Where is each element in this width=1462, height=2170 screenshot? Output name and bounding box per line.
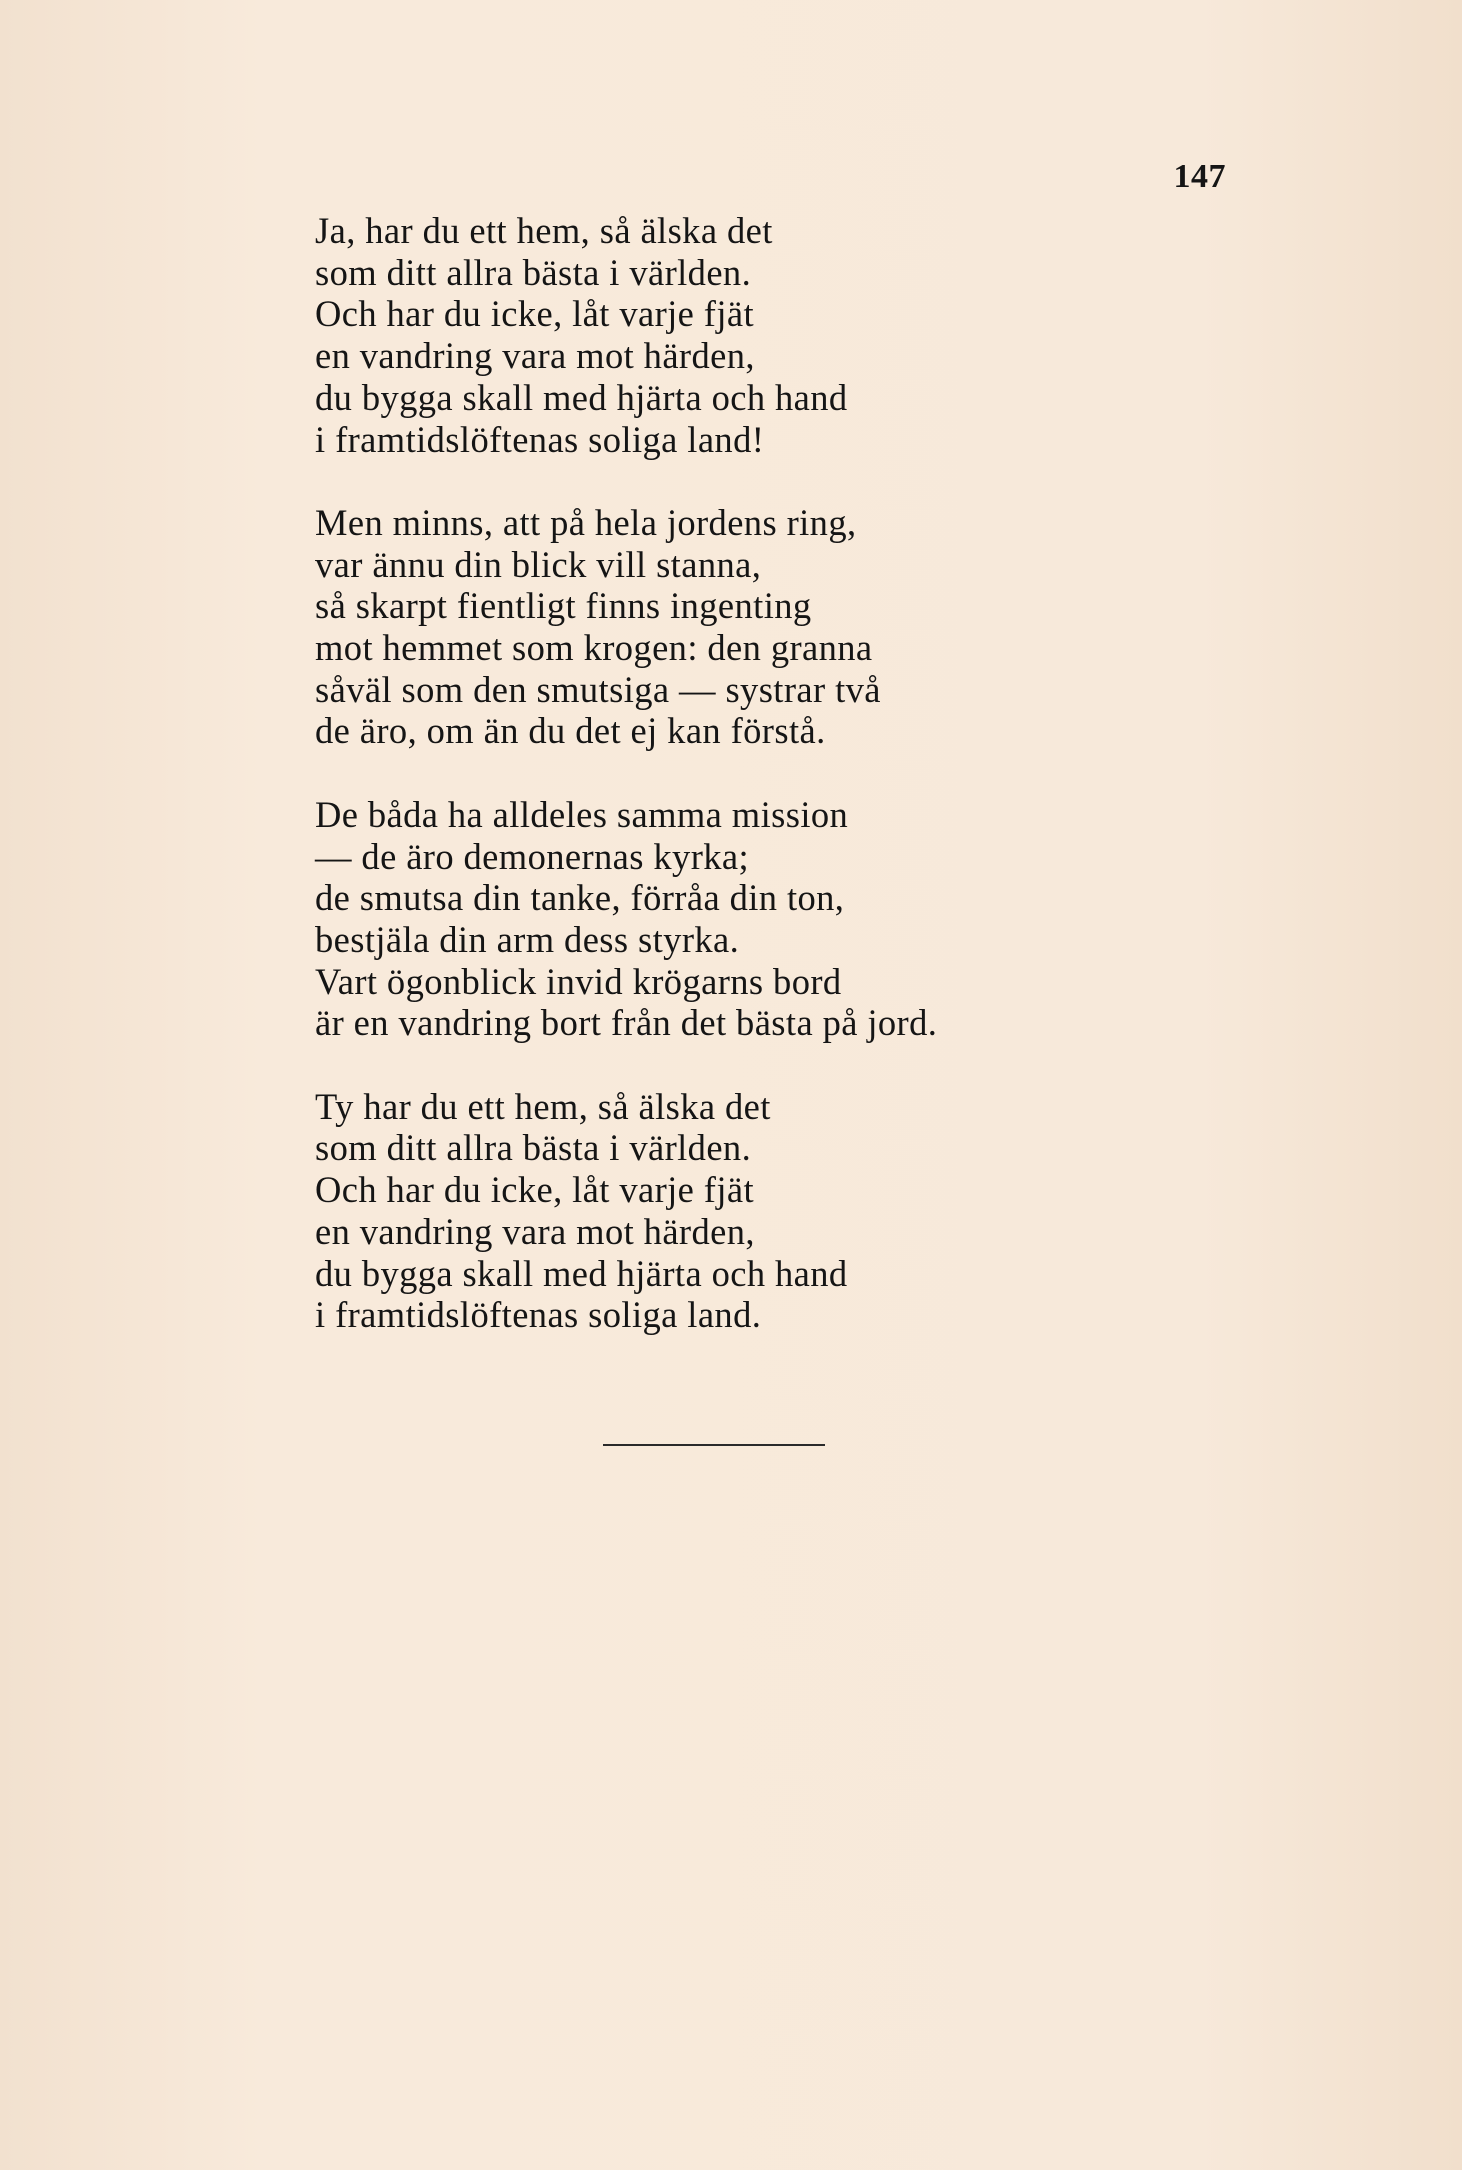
poem-line: bestjäla din arm dess styrka.: [315, 918, 740, 960]
poem-text: [315, 210, 1235, 1336]
poem-line: de smutsa din tanke, förråa din ton,: [315, 877, 845, 919]
stanza-4: [315, 1086, 1235, 1336]
poem-line: en vandring vara mot härden,: [315, 1210, 755, 1252]
poem-line: såväl som den smutsiga — systrar två: [315, 668, 881, 710]
poem-line: Och har du icke, låt varje fjät: [315, 293, 755, 335]
poem-line: — de äro demonernas kyrka;: [315, 835, 750, 877]
poem-line: är en vandring bort från det bästa på jord.: [315, 1002, 938, 1044]
poem-line: i framtidslöftenas soliga land.: [315, 1294, 762, 1336]
poem-line: Och har du icke, låt varje fjät: [315, 1169, 755, 1211]
poem-line: De båda ha alldeles samma mission: [315, 793, 849, 835]
poem-line: en vandring vara mot härden,: [315, 335, 755, 377]
poem-line: Ja, har du ett hem, så älska det: [315, 210, 773, 251]
poem-line: Ty har du ett hem, så älska det: [315, 1085, 771, 1127]
poem-line: Men minns, att på hela jordens ring,: [315, 501, 857, 543]
poem-line: de äro, om än du det ej kan förstå.: [315, 710, 826, 752]
poem-line: du bygga skall med hjärta och hand: [315, 376, 848, 418]
page-number: 147: [1173, 158, 1226, 195]
stanza-1: [315, 210, 1235, 460]
poem-end-rule: [603, 1444, 825, 1446]
stanza-2: [315, 502, 1235, 752]
stanza-3: [315, 794, 1235, 1044]
poem-line: som ditt allra bästa i världen.: [315, 1127, 752, 1169]
poem-line: i framtidslöftenas soliga land!: [315, 418, 765, 460]
poem-line: mot hemmet som krogen: den granna: [315, 627, 873, 669]
poem-line: var ännu din blick vill stanna,: [315, 543, 762, 585]
poem-line: så skarpt fientligt finns ingenting: [315, 585, 812, 627]
poem-line: Vart ögonblick invid krögarns bord: [315, 960, 842, 1002]
poem-line: som ditt allra bästa i världen.: [315, 251, 752, 293]
poem-line: du bygga skall med hjärta och hand: [315, 1252, 848, 1294]
